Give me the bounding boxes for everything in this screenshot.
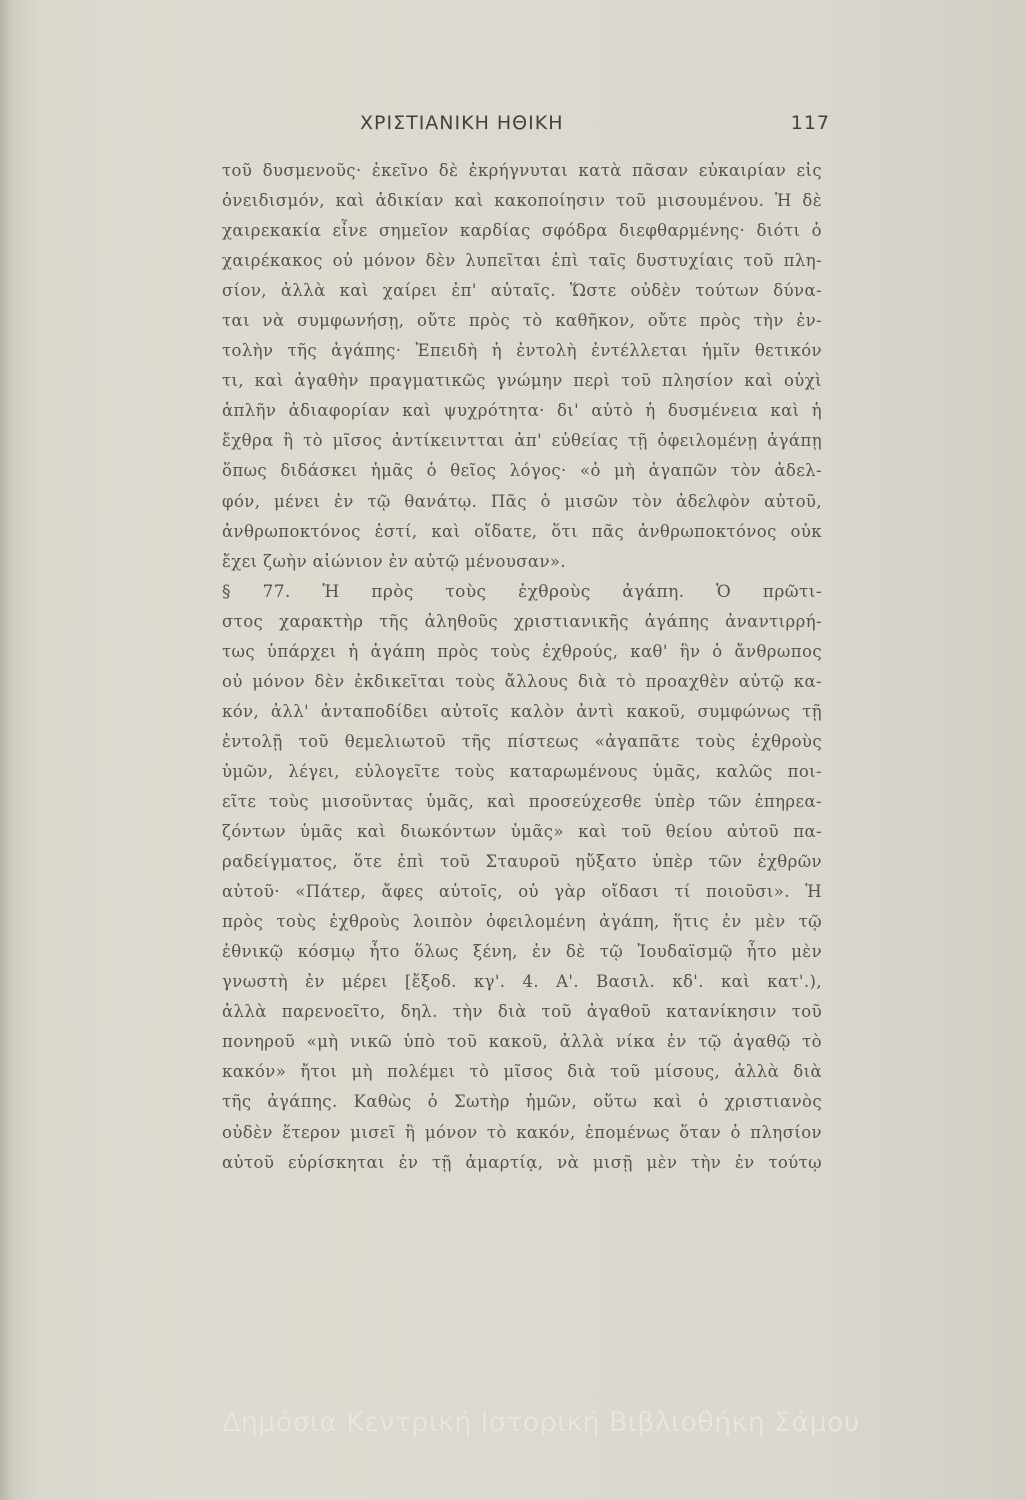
text-line: τολὴν τῆς ἀγάπης· Ἐπειδὴ ἡ ἐντολὴ ἐντέλλεται ἡμῖν θετικόν	[222, 341, 822, 361]
text-line: τῆς ἀγάπης. Καθὼς ὁ Σωτὴρ ἡμῶν, οὕτω καὶ ὁ χριστιανὸς	[222, 1092, 822, 1112]
text-line: ραδείγματος, ὅτε ἐπὶ τοῦ Σταυροῦ ηὔξατο ὑπὲρ τῶν ἐχθρῶν	[222, 852, 822, 872]
body-text	[222, 156, 822, 1178]
text-line: αὐτοῦ· «Πάτερ, ἄφες αὐτοῖς, οὐ γὰρ οἴδασι τί ποιοῦσι». Ἡ	[222, 882, 822, 902]
text-line: τως ὑπάρχει ἡ ἀγάπη πρὸς τοὺς ἐχθρούς, καθ' ἣν ὁ ἄνθρωπος	[222, 641, 822, 661]
text-line: χαιρεκακία εἶνε σημεῖον καρδίας σφόδρα διεφθαρμένης· διότι ὁ	[222, 221, 822, 241]
text-line: ἁπλῆν ἀδιαφορίαν καὶ ψυχρότητα· δι' αὐτὸ ἡ δυσμένεια καὶ ἡ	[222, 401, 822, 421]
text-line: στος χαρακτὴρ τῆς ἀληθοῦς χριστιανικῆς ἀγάπης ἀναντιρρή-	[222, 611, 822, 631]
text-line: ἐντολῇ τοῦ θεμελιωτοῦ τῆς πίστεως «ἀγαπᾶτε τοὺς ἐχθροὺς	[222, 731, 822, 751]
section-heading-line: § 77. Ἡ πρὸς τοὺς ἐχθροὺς ἀγάπη. Ὁ πρῶτι-	[222, 581, 822, 602]
text-line: ἔχει ζωὴν αἰώνιον ἐν αὐτῷ μένουσαν».	[222, 551, 567, 571]
text-line: τοῦ δυσμενοῦς· ἐκεῖνο δὲ ἐκρήγνυται κατὰ πᾶσαν εὐκαιρίαν εἰς	[222, 161, 822, 180]
text-line: πρὸς τοὺς ἐχθροὺς λοιπὸν ὀφειλομένη ἀγάπη, ἥτις ἐν μὲν τῷ	[222, 912, 822, 932]
text-line: σίον, ἀλλὰ καὶ χαίρει ἐπ' αὐταῖς. Ὥστε οὐδὲν τούτων δύνα-	[222, 281, 822, 301]
text-line: γνωστὴ ἐν μέρει [ἔξοδ. κγ'. 4. Α'. Βασιλ. κδ'. καὶ κατ'.),	[222, 972, 822, 992]
text-line: ἔχθρα ἢ τὸ μῖσος ἀντίκειντται ἀπ' εὐθείας τῇ ὀφειλομένῃ ἀγάπῃ	[222, 431, 822, 451]
text-line: κακόν» ἤτοι μὴ πολέμει τὸ μῖσος διὰ τοῦ μίσους, ἀλλὰ διὰ	[222, 1062, 822, 1082]
page-number: 117	[790, 112, 830, 134]
text-line: κόν, ἀλλ' ἀνταποδίδει αὐτοῖς καλὸν ἀντὶ κακοῦ, συμφώνως τῇ	[222, 701, 822, 721]
text-line: ὑμῶν, λέγει, εὐλογεῖτε τοὺς καταρωμένους ὑμᾶς, καλῶς ποι-	[222, 761, 822, 781]
text-line: τι, καὶ ἀγαθὴν πραγματικῶς γνώμην περὶ τοῦ πλησίον καὶ οὐχὶ	[222, 371, 822, 391]
text-line: αὐτοῦ εὑρίσκηται ἐν τῇ ἁμαρτίᾳ, νὰ μισῇ μὲν τὴν ἐν τούτῳ	[222, 1152, 822, 1172]
text-line: ται νὰ συμφωνήσῃ, οὔτε πρὸς τὸ καθῆκον, οὔτε πρὸς τὴν ἐν-	[222, 311, 822, 331]
text-line: φόν, μένει ἐν τῷ θανάτῳ. Πᾶς ὁ μισῶν τὸν ἀδελφὸν αὐτοῦ,	[222, 491, 822, 511]
running-title: ΧΡΙΣΤΙΑΝΙΚΗ ΗΘΙΚΗ	[360, 112, 564, 134]
text-line: ὀνειδισμόν, καὶ ἀδικίαν καὶ κακοποίησιν τοῦ μισουμένου. Ἡ δὲ	[222, 191, 822, 211]
text-line: ἐθνικῷ κόσμῳ ἦτο ὅλως ξένη, ἐν δὲ τῷ Ἰουδαϊσμῷ ἦτο μὲν	[222, 942, 822, 962]
text-line: εῖτε τοὺς μισοῦντας ὑμᾶς, καὶ προσεύχεσθε ὑπὲρ τῶν ἐπηρεα-	[222, 791, 822, 811]
text-line: πονηροῦ «μὴ νικῶ ὑπὸ τοῦ κακοῦ, ἀλλὰ νίκα ἐν τῷ ἀγαθῷ τὸ	[222, 1032, 822, 1052]
text-line: ὅπως διδάσκει ἡμᾶς ὁ θεῖος λόγος· «ὁ μὴ ἀγαπῶν τὸν ἀδελ-	[222, 461, 822, 481]
text-line: ζόντων ὑμᾶς καὶ διωκόντων ὑμᾶς» καὶ τοῦ θείου αὐτοῦ πα-	[222, 822, 822, 842]
text-line: ἀλλὰ παρενοεῖτο, δηλ. τὴν διὰ τοῦ ἀγαθοῦ κατανίκησιν τοῦ	[222, 1002, 822, 1022]
page-header	[360, 112, 830, 142]
text-line: χαιρέκακος οὐ μόνον δὲν λυπεῖται ἐπὶ ταῖς δυστυχίαις τοῦ πλη-	[222, 251, 822, 271]
text-line: οὐ μόνον δὲν ἐκδικεῖται τοὺς ἄλλους διὰ τὸ προαχθὲν αὐτῷ κα-	[222, 671, 822, 691]
text-line: οὐδὲν ἕτερον μισεῖ ἢ μόνον τὸ κακόν, ἑπομένως ὅταν ὁ πλησίον	[222, 1122, 822, 1142]
library-watermark: Δημόσια Κεντρική Ιστορική Βιβλιοθήκη Σάμου	[222, 1407, 860, 1438]
page-edge-shadow	[0, 0, 14, 1500]
text-line: ἀνθρωποκτόνος ἐστί, καὶ οἴδατε, ὅτι πᾶς ἀνθρωποκτόνος οὐκ	[222, 521, 822, 541]
